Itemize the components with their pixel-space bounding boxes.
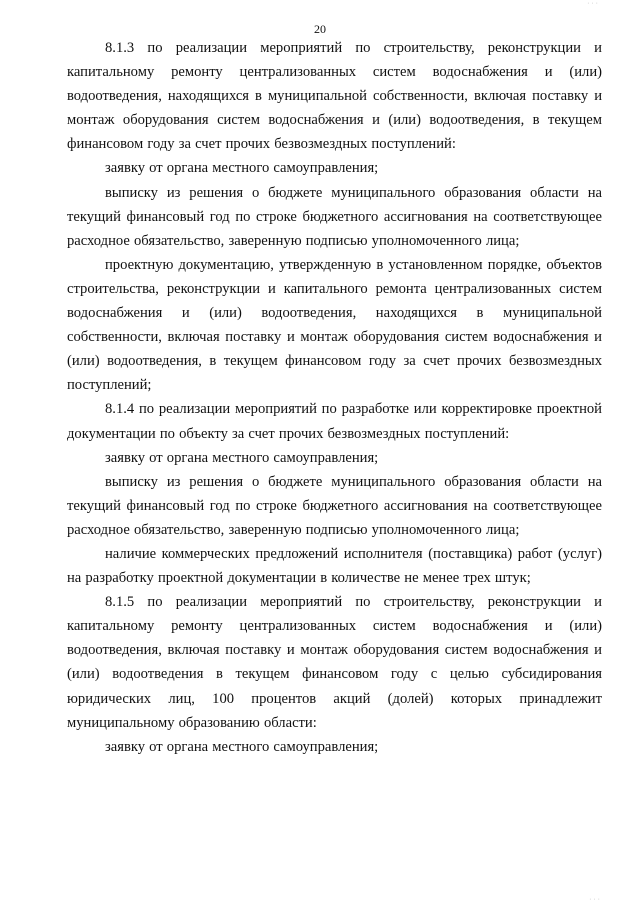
paragraph-8-1-3: 8.1.3 по реализации мероприятий по строительству, реконструкции и капитальному ремонту централизованных систем водоснабжения и (или) водоотведения, находящихся в муниципальной собственности, включая поставку и монтаж оборудования систем водоснабжения и (или) водоотведения, в текущем финансовом году за счет прочих безвозмездных поступлений: [67,40,602,153]
scan-artifact-mark: · · · [589,896,600,903]
list-item-budget-extract: выписку из решения о бюджете муниципального образования области на текущий финансовый год по строке бюджетного ассигнования на соответствующее расходное обязательство, заверенную подписью уполномоченного лица; [67,184,602,249]
list-item-application: заявку от органа местного самоуправления; [105,160,379,177]
list-item-commercial-offers: наличие коммерческих предложений исполнителя (поставщика) работ (услуг) на разработку проектной документации в количестве не менее трех штук; [67,545,602,587]
list-item-project-documentation: проектную документацию, утвержденную в установленном порядке, объектов строительства, реконструкции и капитального ремонта централизованных систем водоснабжения и (или) водоотведения, находящихся в муниципальной собственности, включая поставку и монтаж оборудования систем водоснабжения и (или) водоотведения, в текущем финансовом году за счет прочих безвозмездных поступлений; [67,256,602,394]
paragraph-8-1-5: 8.1.5 по реализации мероприятий по строительству, реконструкции и капитальному ремонту централизованных систем водоснабжения и (или) водоотведения, включая поставку и монтаж оборудования систем водоснабжения и (или) водоотведения в текущем финансовом году с целью субсидирования юридических лиц, 100 процентов акций (долей) которых принадлежит муниципальному образованию области: [67,594,602,731]
list-item-application: заявку от органа местного самоуправления; [105,449,379,466]
document-body [67,36,602,759]
list-item-application: заявку от органа местного самоуправления; [105,738,379,755]
paragraph-8-1-4: 8.1.4 по реализации мероприятий по разработке или корректировке проектной документации по объекту за счет прочих безвозмездных поступлений: [67,401,602,442]
scan-artifact-mark: · · · [587,0,598,7]
page-number: 20 [314,22,326,36]
list-item-budget-extract: выписку из решения о бюджете муниципального образования области на текущий финансовый год по строке бюджетного ассигнования на соответствующее расходное обязательство, заверенную подписью уполномоченного лица; [67,473,602,538]
